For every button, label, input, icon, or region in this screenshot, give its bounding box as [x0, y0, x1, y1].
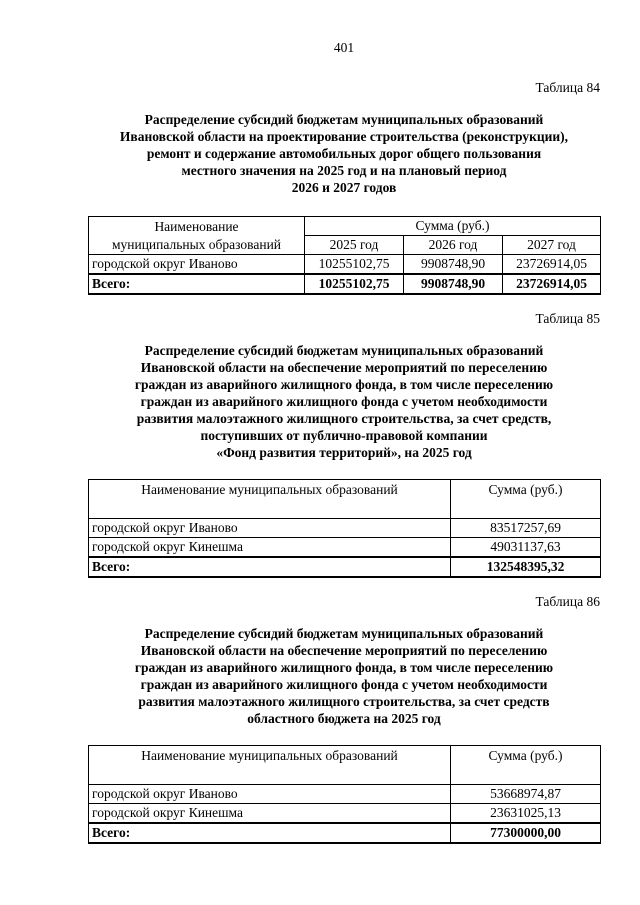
title-line: областного бюджета на 2025 год	[247, 711, 441, 726]
table-85-label: Таблица 85	[535, 311, 600, 326]
header-line: муниципальных образований	[111, 236, 282, 252]
cell-municipality-name: городской округ Иваново	[89, 255, 305, 275]
subsidy-table-84	[88, 216, 601, 295]
column-header-year-2027: 2027 год	[503, 236, 601, 255]
title-line: Ивановской области на проектирование строительства (реконструкции),	[119, 129, 569, 144]
title-line: граждан из аварийного жилищного фонда, в том числе переселению	[134, 377, 554, 392]
header-row	[89, 480, 601, 519]
cell-amount-2026: 9908748,90	[404, 255, 503, 275]
title-line: граждан из аварийного жилищного фонда с учетом необходимости	[140, 677, 548, 692]
section-table-85	[88, 311, 600, 578]
total-label: Всего:	[89, 557, 451, 577]
total-amount-2025: 10255102,75	[305, 274, 404, 294]
table-86-label: Таблица 86	[535, 594, 600, 609]
subsidy-table-86	[88, 745, 601, 844]
title-line: развития малоэтажного жилищного строительства, за счет средств	[138, 694, 550, 709]
column-header-year-2025: 2025 год	[305, 236, 404, 255]
total-label: Всего:	[89, 823, 451, 843]
total-row	[89, 557, 601, 577]
document-page	[88, 0, 600, 844]
column-header-municipality: Наименование муниципальных образований	[89, 746, 451, 785]
title-line: Распределение субсидий бюджетам муниципальных образований	[144, 343, 544, 358]
title-line: поступивших от публично-правовой компании	[200, 428, 488, 443]
page-number: 401	[333, 40, 355, 55]
title-line: «Фонд развития территорий», на 2025 год	[216, 445, 472, 460]
column-header-year-2026: 2026 год	[404, 236, 503, 255]
title-line: Распределение субсидий бюджетам муниципальных образований	[144, 626, 544, 641]
total-amount-2027: 23726914,05	[503, 274, 601, 294]
cell-amount: 83517257,69	[451, 519, 601, 538]
title-line: Распределение субсидий бюджетам муниципальных образований	[144, 112, 544, 127]
cell-amount: 23631025,13	[451, 804, 601, 824]
cell-municipality-name: городской округ Иваново	[89, 785, 451, 804]
total-row	[89, 823, 601, 843]
total-amount: 77300000,00	[451, 823, 601, 843]
column-header-sum: Сумма (руб.)	[451, 746, 601, 785]
cell-municipality-name: городской округ Кинешма	[89, 804, 451, 824]
total-amount: 132548395,32	[451, 557, 601, 577]
cell-municipality-name: городской округ Кинешма	[89, 538, 451, 558]
total-row	[89, 274, 601, 294]
cell-municipality-name: городской округ Иваново	[89, 519, 451, 538]
table-row	[89, 519, 601, 538]
subsidy-table-85	[88, 479, 601, 578]
total-label: Всего:	[89, 274, 305, 294]
cell-amount: 49031137,63	[451, 538, 601, 558]
column-header-sum: Сумма (руб.)	[451, 480, 601, 519]
header-line: Наименование	[154, 218, 239, 234]
cell-amount-2027: 23726914,05	[503, 255, 601, 275]
title-line: развития малоэтажного жилищного строительства, за счет средств,	[136, 411, 552, 426]
title-line: ремонт и содержание автомобильных дорог общего пользования	[146, 146, 542, 161]
title-line: граждан из аварийного жилищного фонда с учетом необходимости	[140, 394, 548, 409]
header-row	[89, 217, 601, 236]
table-row	[89, 785, 601, 804]
table-84-label: Таблица 84	[535, 80, 600, 95]
table-85-title	[88, 342, 600, 461]
title-line: 2026 и 2027 годов	[291, 180, 397, 195]
table-86-title	[88, 625, 600, 727]
table-row	[89, 255, 601, 275]
section-table-84	[88, 80, 600, 295]
column-header-municipality	[89, 217, 305, 255]
column-header-sum: Сумма (руб.)	[305, 217, 601, 236]
title-line: Ивановской области на обеспечение мероприятий по переселению	[140, 360, 548, 375]
cell-amount: 53668974,87	[451, 785, 601, 804]
section-table-86	[88, 594, 600, 844]
title-line: граждан из аварийного жилищного фонда, в том числе переселению	[134, 660, 554, 675]
cell-amount-2025: 10255102,75	[305, 255, 404, 275]
column-header-municipality: Наименование муниципальных образований	[89, 480, 451, 519]
header-row	[89, 746, 601, 785]
title-line: местного значения на 2025 год и на плановый период	[181, 163, 507, 178]
table-row	[89, 538, 601, 558]
table-row	[89, 804, 601, 824]
title-line: Ивановской области на обеспечение мероприятий по переселению	[140, 643, 548, 658]
total-amount-2026: 9908748,90	[404, 274, 503, 294]
table-84-title	[88, 111, 600, 196]
